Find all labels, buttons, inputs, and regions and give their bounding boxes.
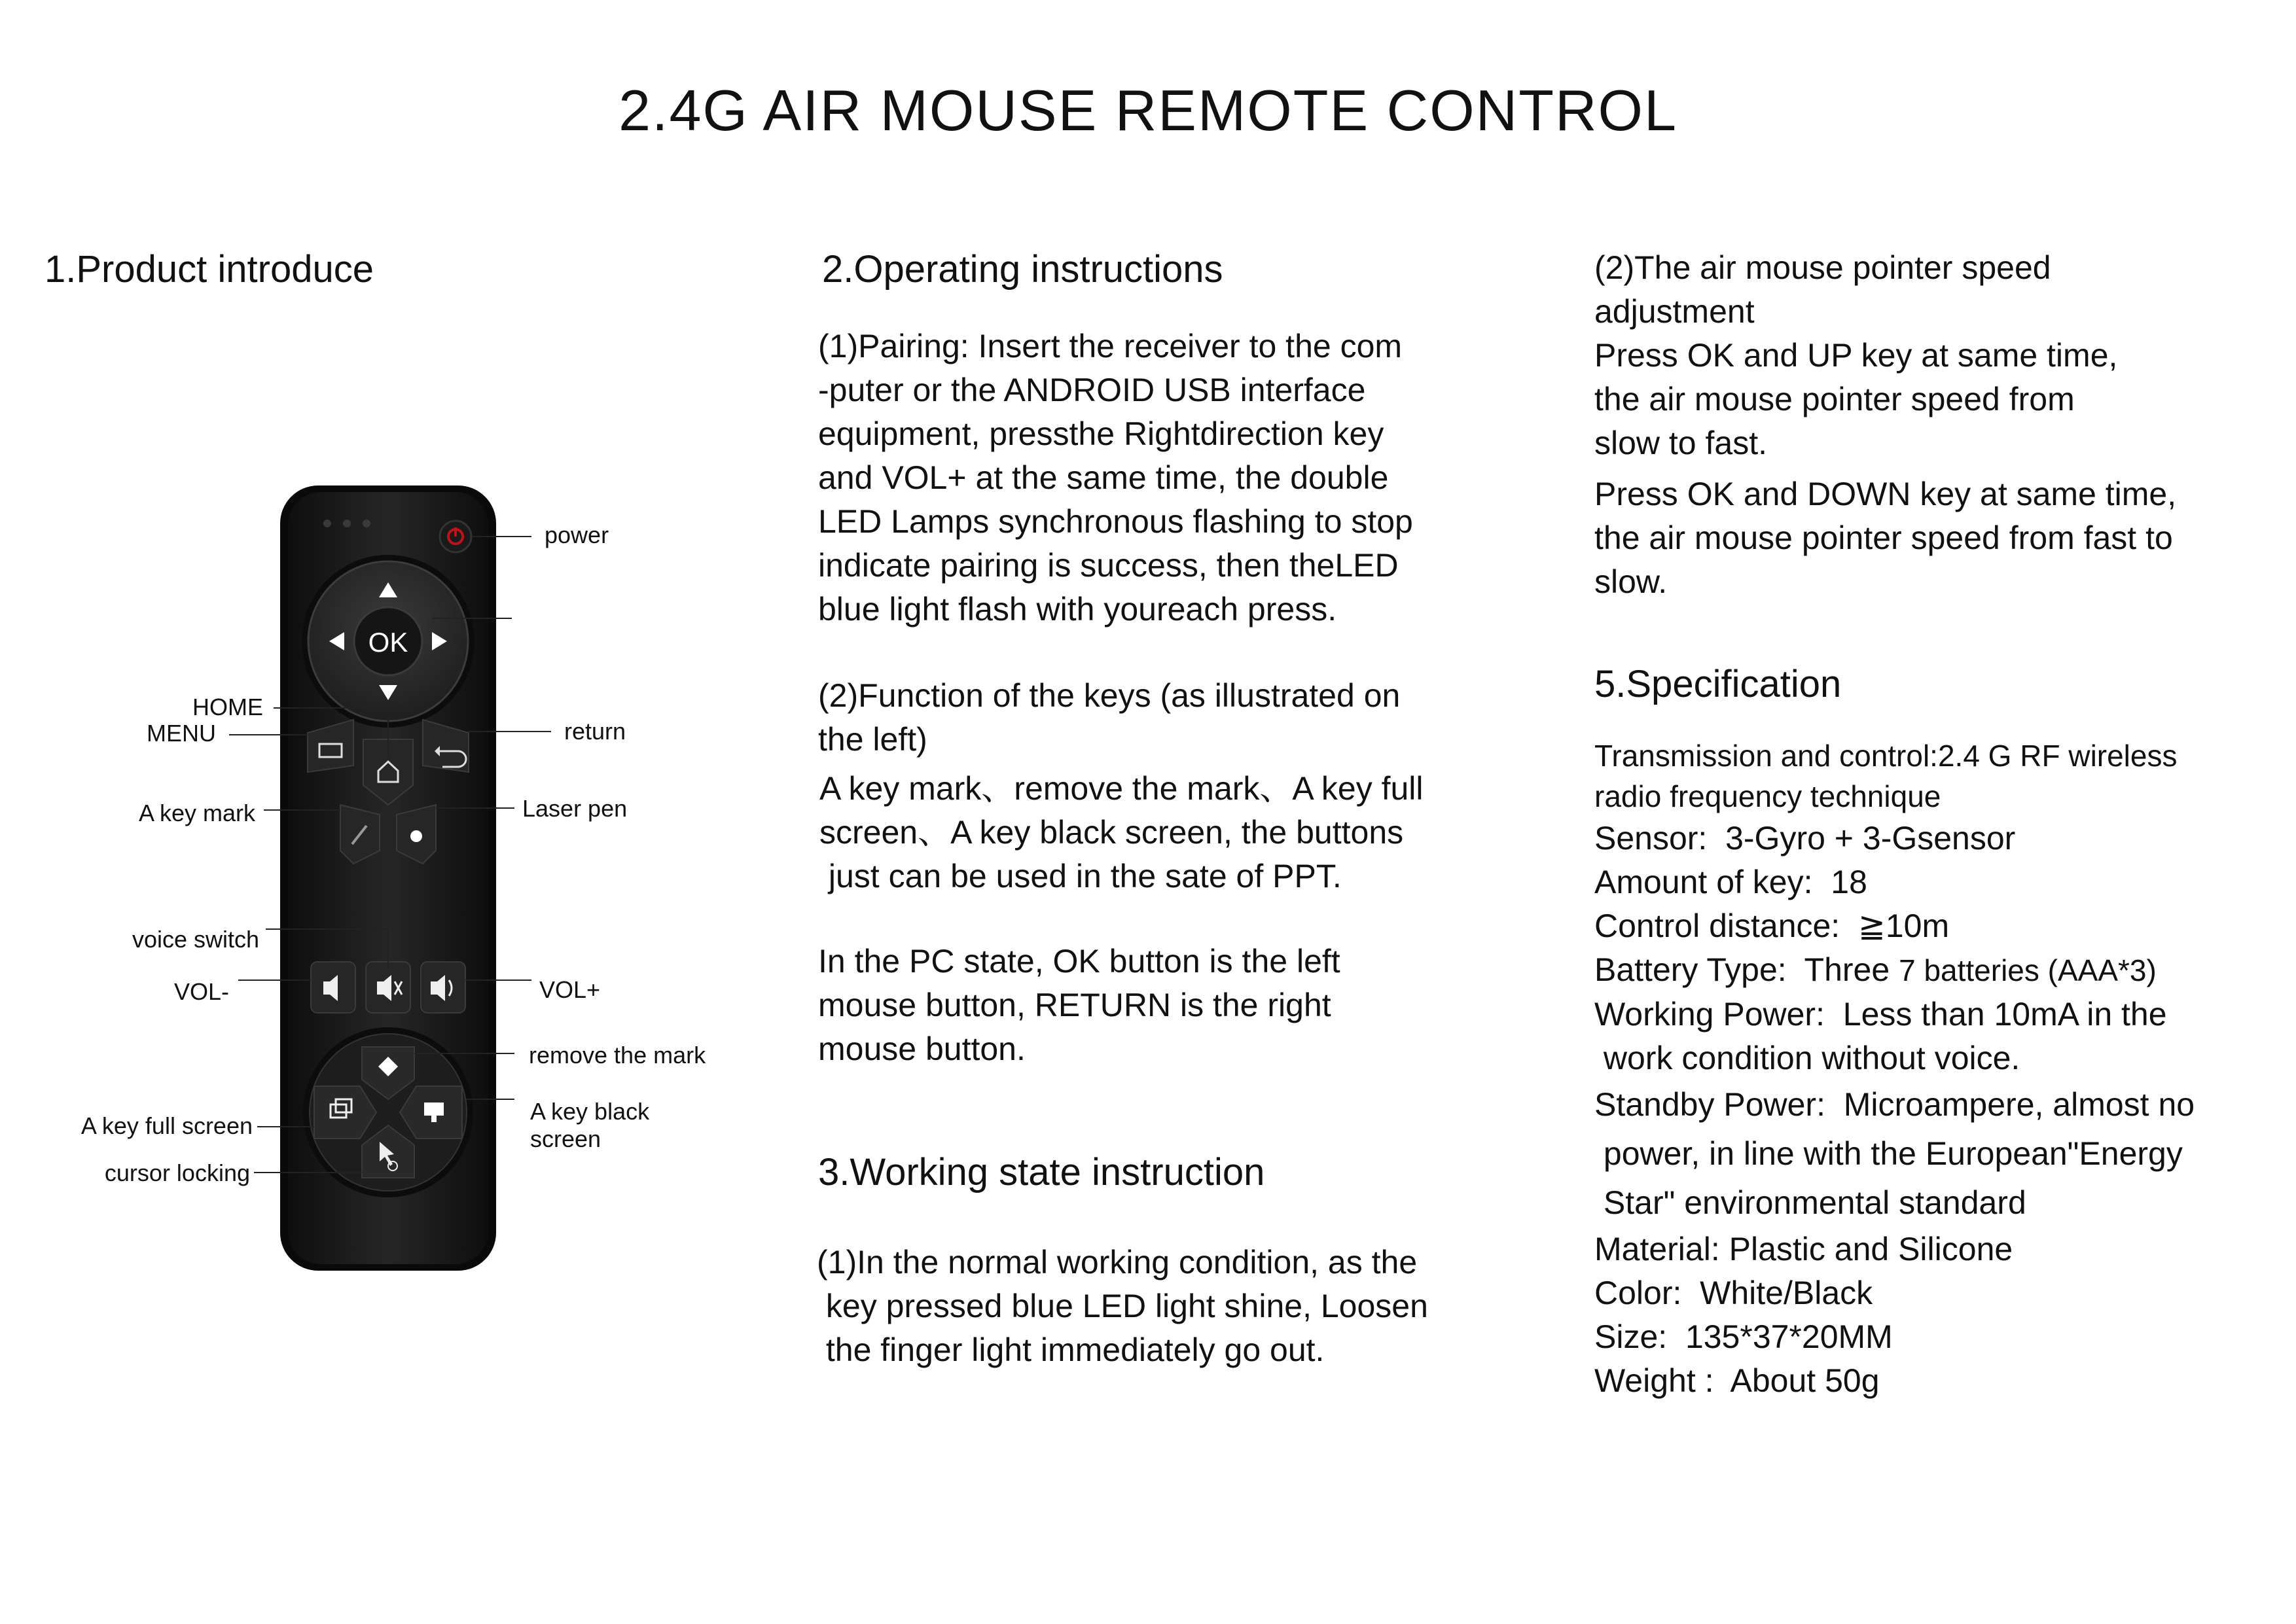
- function-title-line: the left): [818, 721, 927, 758]
- label-black-screen-1: A key black: [530, 1098, 650, 1125]
- spec-sensor: Sensor: 3-Gyro + 3-Gsensor: [1594, 820, 2016, 856]
- label-laser-pen: Laser pen: [522, 795, 628, 822]
- label-power: power: [545, 521, 609, 548]
- label-full-screen: A key full screen: [81, 1112, 253, 1139]
- led-dot-2: [343, 520, 351, 527]
- label-menu: MENU: [147, 720, 216, 747]
- speed-down-paragraph: [1594, 472, 2176, 604]
- spec-standby-power: Star" environmental standard: [1594, 1184, 2026, 1221]
- function-body: [819, 767, 1424, 898]
- label-home: HOME: [192, 694, 263, 720]
- spec-battery-label: Battery Type: Three: [1594, 951, 1899, 988]
- pc-state-paragraph: [818, 940, 1340, 1071]
- function-title: [818, 674, 1400, 762]
- function-body-line: screen、A key black screen, the buttons: [819, 814, 1404, 851]
- working-state-paragraph: [817, 1241, 1428, 1372]
- pairing-line: -puter or the ANDROID USB interface: [818, 372, 1366, 408]
- spec-material: Material: Plastic and Silicone: [1594, 1231, 2013, 1267]
- speed-up-line: Press OK and UP key at same time,: [1594, 337, 2118, 374]
- working-state-line: (1)In the normal working condition, as the: [817, 1244, 1418, 1280]
- working-state-line: the finger light immediately go out.: [817, 1332, 1325, 1368]
- label-return: return: [564, 718, 626, 745]
- monitor-icon: [424, 1103, 444, 1116]
- speed-down-line: Press OK and DOWN key at same time,: [1594, 476, 2177, 512]
- section1-heading: 1.Product introduce: [45, 248, 374, 291]
- section3-heading: 3.Working state instruction: [818, 1151, 1265, 1193]
- speed-title: [1594, 246, 2051, 334]
- pairing-line: LED Lamps synchronous flashing to stop: [818, 503, 1413, 540]
- speed-up-paragraph: [1594, 334, 2117, 465]
- label-key-mark: A key mark: [138, 800, 255, 826]
- spec-working-power: work condition without voice.: [1594, 1040, 2020, 1076]
- spec-transmission: radio frequency technique: [1594, 779, 1941, 813]
- spec-color: Color: White/Black: [1594, 1275, 1873, 1311]
- speed-title-line: (2)The air mouse pointer speed: [1594, 249, 2051, 286]
- label-cursor-locking: cursor locking: [104, 1159, 250, 1186]
- pairing-line: indicate pairing is success, then theLED: [818, 547, 1399, 584]
- speed-down-line: the air mouse pointer speed from fast to: [1594, 520, 2173, 556]
- speed-up-line: slow to fast.: [1594, 425, 1767, 461]
- label-remove-mark: remove the mark: [529, 1042, 706, 1068]
- pairing-line: equipment, pressthe Rightdirection key: [818, 415, 1384, 452]
- function-body-line: A key mark、remove the mark、A key full: [819, 770, 1424, 807]
- spec-distance: Control distance: ≧10m: [1594, 908, 1950, 944]
- led-dot-3: [363, 520, 370, 527]
- specification-list: [1594, 735, 2195, 1403]
- speed-up-line: the air mouse pointer speed from: [1594, 381, 2075, 417]
- function-body-line: just can be used in the sate of PPT.: [819, 858, 1342, 894]
- spec-battery: [1594, 948, 2195, 993]
- ok-label: OK: [368, 627, 408, 658]
- pairing-line: and VOL+ at the same time, the double: [818, 459, 1389, 496]
- spec-keys: Amount of key: 18: [1594, 864, 1867, 900]
- pairing-line: blue light flash with youreach press.: [818, 591, 1337, 627]
- speed-down-line: slow.: [1594, 563, 1668, 600]
- spec-size: Size: 135*37*20MM: [1594, 1318, 1893, 1355]
- label-voice-switch: voice switch: [132, 926, 259, 953]
- led-dot-1: [323, 520, 331, 527]
- spec-battery-value: 7 batteries (AAA*3): [1899, 953, 2157, 987]
- pc-state-line: mouse button, RETURN is the right: [818, 987, 1331, 1023]
- label-black-screen-2: screen: [530, 1125, 601, 1152]
- pc-state-line: mouse button.: [818, 1031, 1026, 1067]
- working-state-line: key pressed blue LED light shine, Loosen: [817, 1288, 1428, 1324]
- label-vol-minus: VOL-: [173, 978, 229, 1005]
- section2-heading: 2.Operating instructions: [822, 248, 1223, 291]
- spec-transmission: Transmission and control:2.4 G RF wireless: [1594, 739, 2178, 773]
- pairing-line: (1)Pairing: Insert the receiver to the com: [818, 328, 1403, 364]
- section5-heading: 5.Specification: [1594, 663, 1842, 705]
- pc-state-line: In the PC state, OK button is the left: [818, 943, 1340, 980]
- function-title-line: (2)Function of the keys (as illustrated on: [818, 677, 1401, 714]
- spec-weight: Weight : About 50g: [1594, 1362, 1880, 1399]
- page-title: 2.4G AIR MOUSE REMOTE CONTROL: [619, 78, 1677, 143]
- speed-title-line: adjustment: [1594, 293, 1755, 330]
- spec-working-power: Working Power: Less than 10mA in the: [1594, 996, 2167, 1033]
- spec-standby-power: power, in line with the European"Energy: [1594, 1135, 2183, 1172]
- spec-standby-power: Standby Power: Microampere, almost no: [1594, 1086, 2195, 1123]
- label-vol-plus: VOL+: [539, 976, 601, 1003]
- laser-icon: [410, 830, 422, 842]
- pairing-paragraph: [818, 325, 1413, 631]
